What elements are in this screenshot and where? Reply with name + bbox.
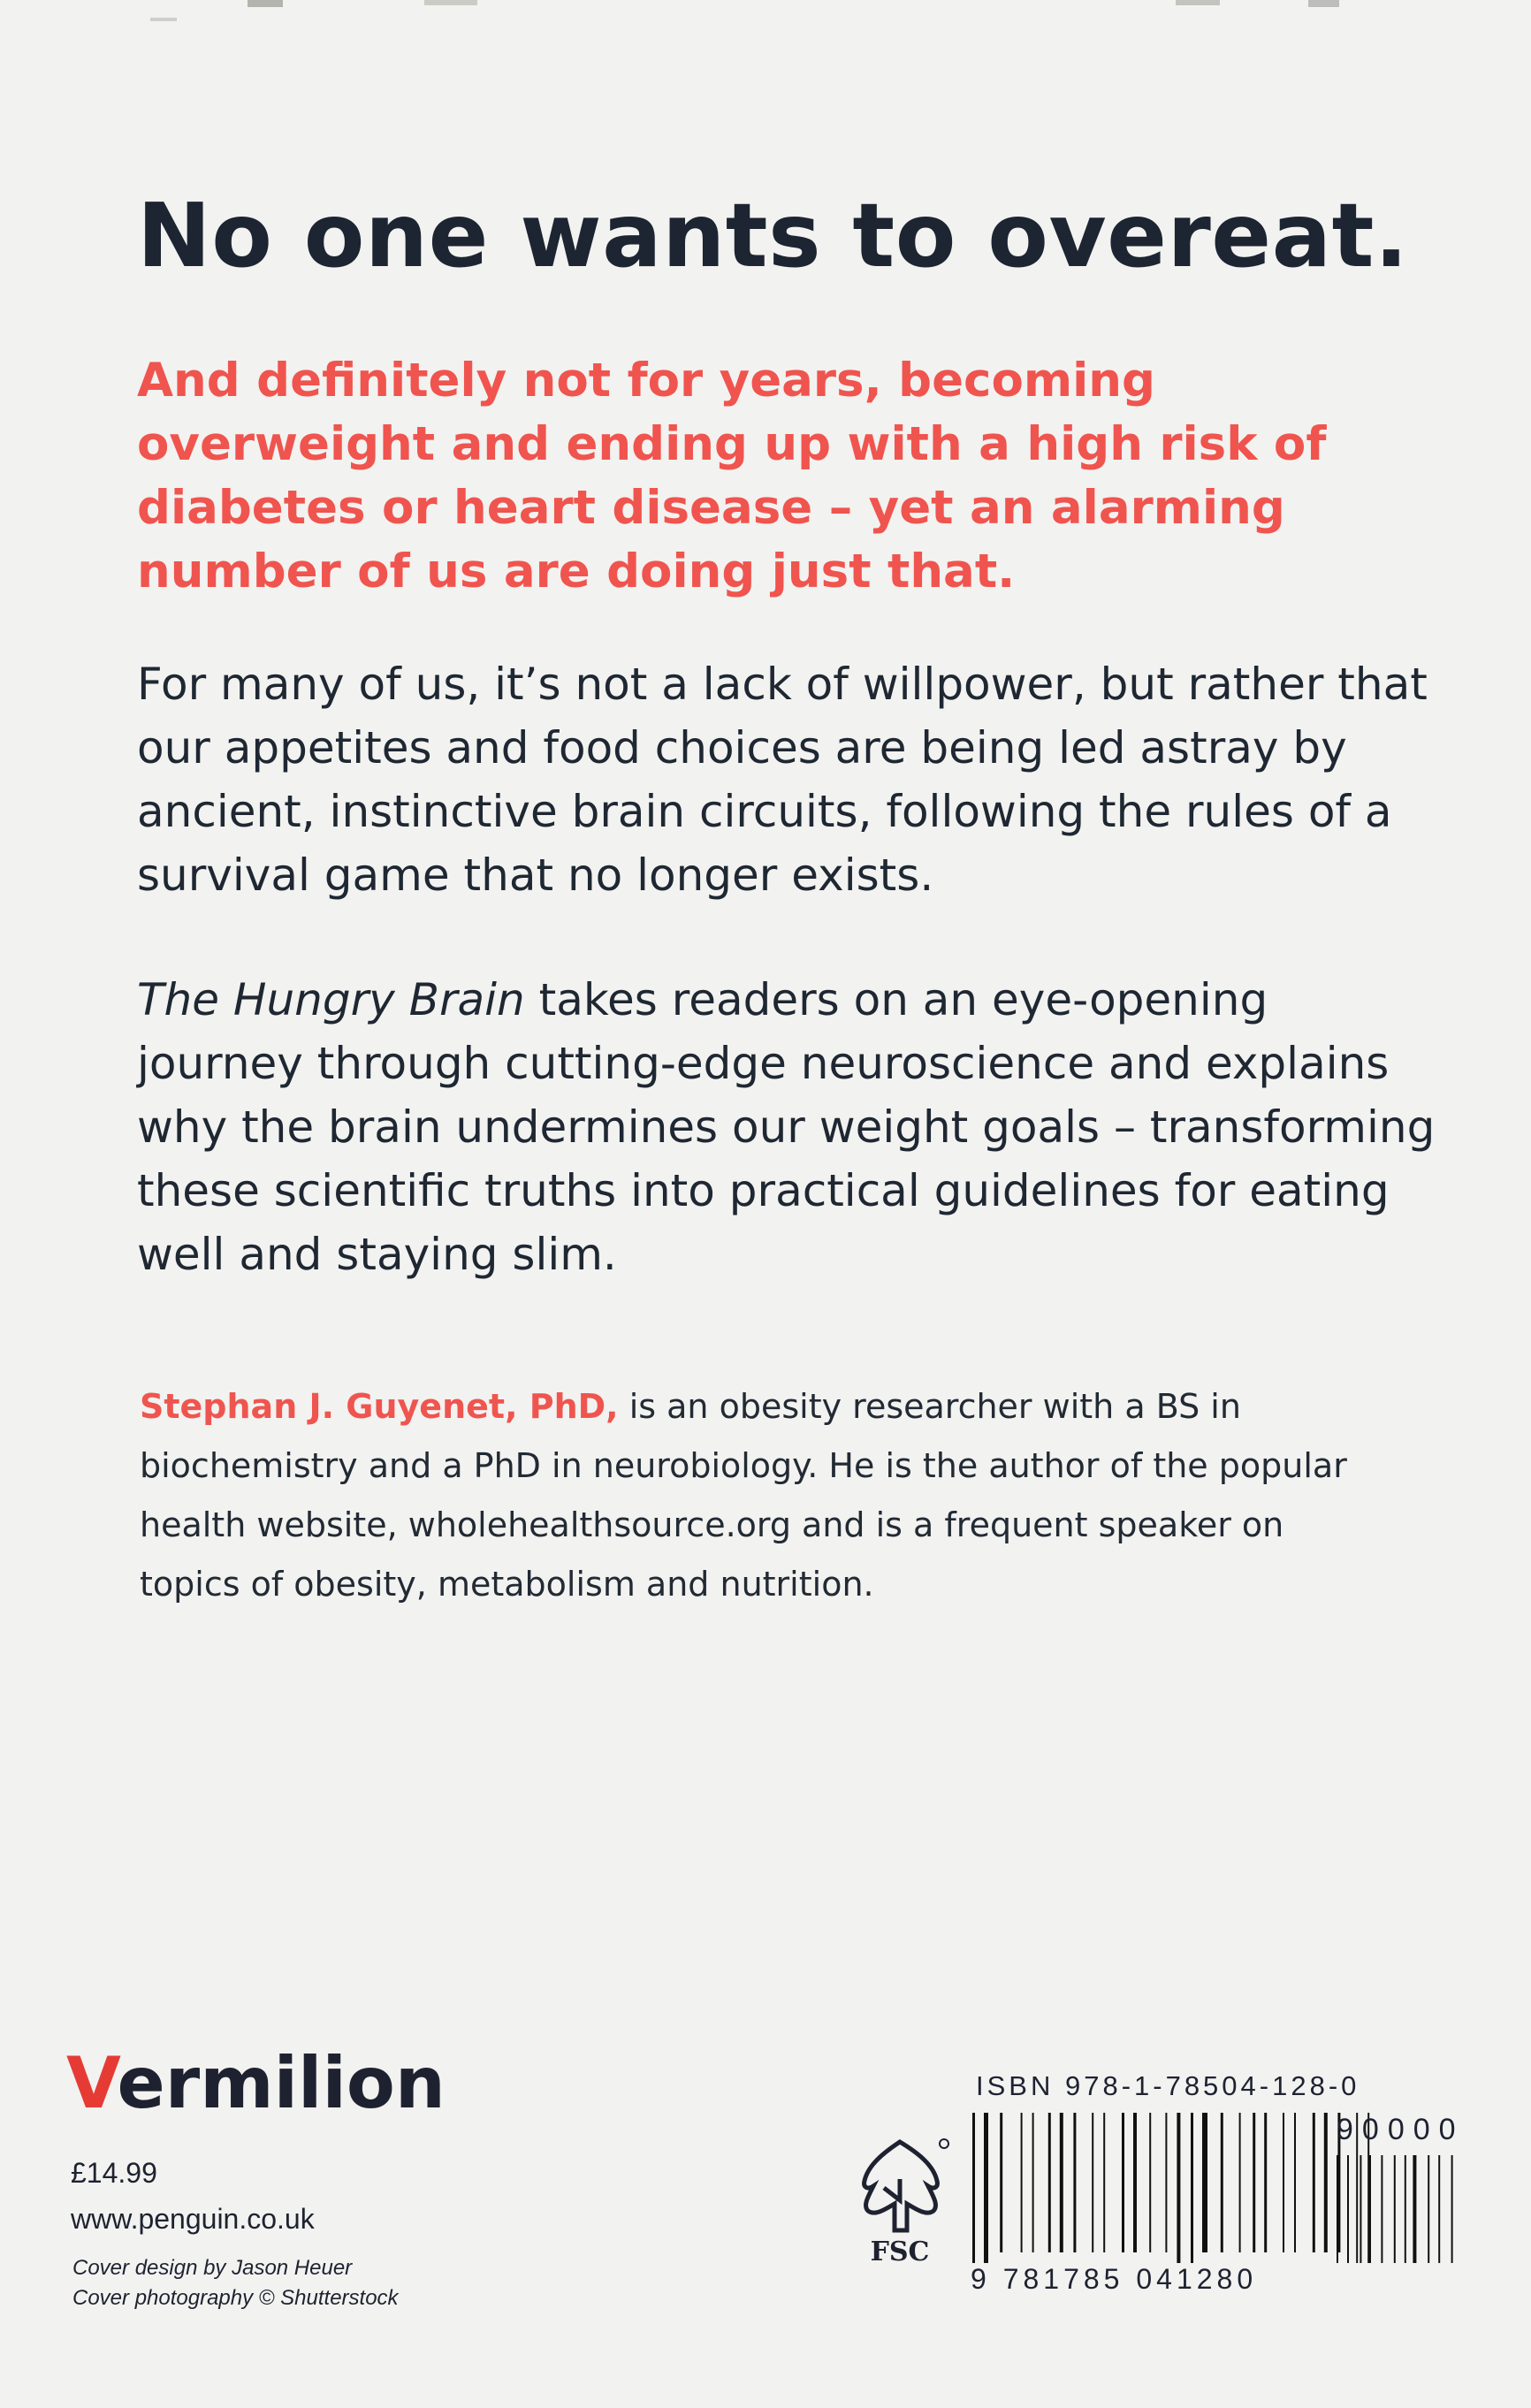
barcode-bar (1060, 2113, 1063, 2252)
barcode-bar (1000, 2113, 1002, 2252)
barcode-digits: 9 781785 041280 (971, 2263, 1258, 2295)
barcode-bar (1324, 2113, 1328, 2252)
barcode-bar (1294, 2113, 1296, 2252)
logo-initial: V (66, 2042, 118, 2124)
top-edge-marks (0, 0, 1531, 25)
paragraph-2 (137, 968, 1445, 1286)
publisher-website: www.penguin.co.uk (71, 2203, 315, 2235)
barcode-addon-bars (1337, 2155, 1453, 2263)
barcode-bar (1103, 2113, 1105, 2252)
barcode-bar (972, 2113, 975, 2263)
barcode-bar (1032, 2113, 1034, 2252)
barcode-addon-bar (1451, 2155, 1453, 2263)
fsc-logo (849, 2135, 955, 2267)
barcode-bar (1283, 2113, 1284, 2252)
paragraph-1: For many of us, it’s not a lack of willpower, but rather that our appetites and food choices are being led astray by ancient, instinctive brain circuits, following the rules of a survival game that no longer exists. (137, 659, 1428, 901)
barcode-bar (1177, 2113, 1180, 2263)
cover-design-credit: Cover design by Jason Heuer (72, 2256, 353, 2280)
barcode-addon-bar (1428, 2155, 1429, 2263)
barcode-addon-bar (1381, 2155, 1382, 2263)
barcode-bar (1073, 2113, 1076, 2252)
isbn-label: ISBN 978-1-78504-128-0 (976, 2070, 1360, 2101)
barcode-bar (1239, 2113, 1241, 2252)
barcode-addon-bar (1394, 2155, 1396, 2263)
barcode-bar (1149, 2113, 1151, 2252)
barcode-addon-bar (1337, 2155, 1338, 2263)
author-bio-text: is an obesity researcher with a BS in biochemistry and a PhD in neurobiology. He is the author of the popular health website, wholehealthsource.org and is a frequent speaker on topics of obesity, metabolism and nutrition. (140, 1387, 1347, 1604)
barcode-bar (984, 2113, 988, 2263)
subheadline: And definitely not for years, becoming overweight and ending up with a high risk of diabetes or heart disease – yet an alarming number of us are doing just that. (137, 354, 1327, 598)
barcode-addon-bar (1438, 2155, 1440, 2263)
barcode-bar (1122, 2113, 1124, 2252)
paragraph-2-text: takes readers on an eye-opening journey through cutting-edge neuroscience and explains why the brain undermines our weight goals – transforming these scientific truths into practical guidelines for eating well and staying slim. (137, 974, 1436, 1280)
barcode-bar (1021, 2113, 1023, 2252)
barcode-main-bars (972, 2113, 1369, 2263)
author-bio (140, 1377, 1377, 1614)
author-name: Stephan J. Guyenet, PhD, (140, 1387, 619, 1426)
barcode-addon-digits: 90000 (1337, 2113, 1465, 2146)
barcode-addon-bar (1405, 2155, 1406, 2263)
barcode-bar (1191, 2113, 1193, 2263)
fsc-text: FSC (870, 2237, 930, 2267)
barcode-bar (1048, 2113, 1051, 2252)
barcode-addon-bar (1347, 2155, 1349, 2263)
barcode-bar (1221, 2113, 1223, 2252)
barcode-addon-bar (1360, 2155, 1361, 2263)
logo-rest: ermilion (117, 2042, 446, 2124)
headline: No one wants to overeat. (137, 184, 1409, 287)
barcode-bar (1092, 2113, 1093, 2252)
barcode-addon-bar (1368, 2155, 1371, 2263)
barcode-bar (1253, 2113, 1255, 2252)
barcode-bar (1133, 2113, 1137, 2252)
barcode-bar (1264, 2113, 1267, 2252)
book-title: The Hungry Brain (137, 974, 525, 1025)
publisher-logo (66, 2042, 446, 2124)
cover-photography-credit: Cover photography © Shutterstock (72, 2286, 399, 2310)
barcode-bar (1313, 2113, 1315, 2252)
barcode-bar (1165, 2113, 1167, 2252)
barcode-bar (1202, 2113, 1207, 2252)
barcode-addon-bar (1413, 2155, 1416, 2263)
price: £14.99 (71, 2157, 157, 2189)
